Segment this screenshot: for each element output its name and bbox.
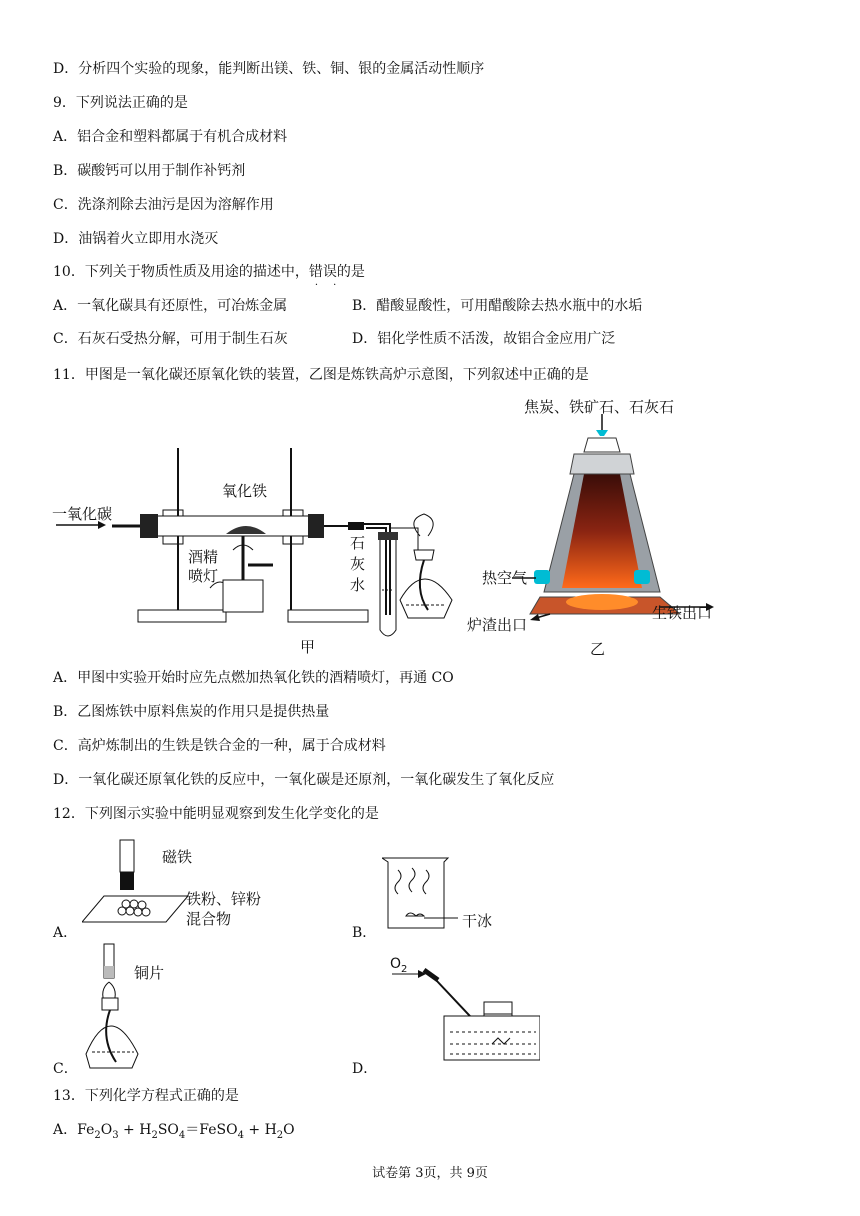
lamp-label-1: 酒精 bbox=[188, 548, 219, 566]
q9-option-c: C．洗涤剂除去油污是因为溶解作用 bbox=[53, 197, 274, 213]
q11-option-a: A．甲图中实验开始时应先点燃加热氧化铁的酒精喷灯，再通 CO bbox=[53, 670, 454, 686]
q11-option-b: B．乙图炼铁中原料焦炭的作用只是提供热量 bbox=[53, 704, 330, 720]
q8-option-d: D．分析四个实验的现象，能判断出镁、铁、铜、银的金属活动性顺序 bbox=[53, 61, 485, 77]
hot-air-label: 热空气 bbox=[482, 569, 528, 587]
powder-label-2: 混合物 bbox=[186, 910, 232, 928]
co-label: 一氧化碳 bbox=[52, 505, 113, 523]
q10-option-a: A．一氧化碳具有还原性，可冶炼金属 bbox=[53, 298, 288, 314]
q10-stem: 10．下列关于物质性质及用途的描述中，错误 · ·的是 bbox=[53, 263, 365, 281]
q10-option-d: D．铝化学性质不活泼，故铝合金应用广泛 bbox=[352, 331, 616, 347]
q13-stem: 13．下列化学方程式正确的是 bbox=[53, 1088, 239, 1104]
q10-option-c: C．石灰石受热分解，可用于制生石灰 bbox=[53, 331, 288, 347]
q9-stem: 9．下列说法正确的是 bbox=[53, 95, 188, 111]
q11-option-d: D．一氧化碳还原氧化铁的反应中，一氧化碳是还原剂，一氧化碳发生了氧化反应 bbox=[53, 772, 555, 788]
furnace-top-label: 焦炭、铁矿石、石灰石 bbox=[524, 398, 675, 416]
iron-outlet-label: 生铁出口 bbox=[652, 604, 713, 622]
q9-option-d: D．油锅着火立即用水浇灭 bbox=[53, 231, 219, 247]
co-arrow-icon bbox=[56, 520, 106, 530]
q13-option-a: A．$Fe_2O_3$ + $H_2SO_4=FeSO_4 + H_2O$ bbox=[53, 1122, 295, 1141]
q9-option-b: B．碳酸钙可以用于制作补钙剂 bbox=[53, 163, 246, 179]
q12-option-b-letter: B． bbox=[352, 925, 377, 941]
magnet-label: 磁铁 bbox=[162, 848, 193, 866]
o2-label: $O_2$ bbox=[390, 956, 408, 975]
q9-option-a: A．铝合金和塑料都属于有机合成材料 bbox=[53, 129, 288, 145]
q10-emphasis: 错误 · · bbox=[309, 264, 337, 280]
page-footer: 试卷第 3页，共 9页 bbox=[372, 1166, 488, 1181]
limewater-label-2: 灰 bbox=[350, 555, 366, 573]
q11-option-c: C．高炉炼制出的生铁是铁合金的一种，属于合成材料 bbox=[53, 738, 386, 754]
q10-option-b: B．醋酸显酸性，可用醋酸除去热水瓶中的水垢 bbox=[352, 298, 643, 314]
slag-outlet-label: 炉渣出口 bbox=[467, 616, 528, 634]
figure-jia-caption: 甲 bbox=[300, 638, 316, 656]
q12-option-a-letter: A． bbox=[53, 925, 78, 941]
copper-label: 铜片 bbox=[134, 964, 165, 982]
fe2o3-label: 氧化铁 bbox=[222, 482, 268, 500]
q12-option-c-letter: C． bbox=[53, 1061, 78, 1077]
figure-jia-apparatus bbox=[48, 440, 468, 660]
dry-ice-label: 干冰 bbox=[462, 912, 493, 930]
q11-stem: 11．甲图是一氧化碳还原氧化铁的装置，乙图是炼铁高炉示意图，下列叙述中正确的是 bbox=[53, 367, 589, 383]
lamp-label-2: 喷灯 bbox=[188, 567, 219, 585]
limewater-label-1: 石 bbox=[350, 534, 366, 552]
powder-label-1: 铁粉、锌粉 bbox=[186, 890, 262, 908]
q12-option-d-letter: D． bbox=[352, 1061, 378, 1077]
q12-stem: 12．下列图示实验中能明显观察到发生化学变化的是 bbox=[53, 806, 379, 822]
limewater-label-3: 水 bbox=[350, 576, 366, 594]
figure-yi-caption: 乙 bbox=[590, 640, 606, 658]
